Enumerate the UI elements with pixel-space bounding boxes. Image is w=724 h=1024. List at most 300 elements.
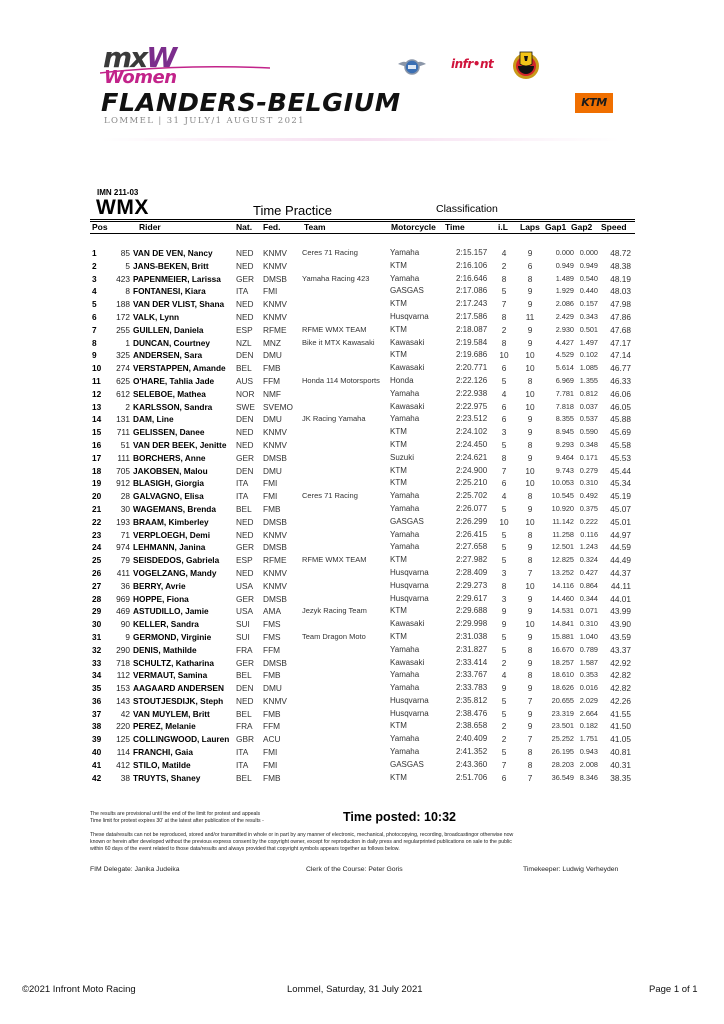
belgian-federation-logo-icon (512, 48, 540, 82)
cell-number: 85 (120, 248, 130, 258)
cell-speed: 41.50 (610, 721, 631, 732)
col-gap1: Gap1 (545, 222, 567, 232)
cell-laps: 10 (525, 350, 535, 361)
cell-il: 4 (501, 248, 507, 258)
cell-time: 2:40.409 (456, 734, 488, 744)
cell-laps: 9 (527, 248, 533, 258)
cell-gap2: 0.492 (579, 491, 598, 501)
cell-nat: NED (236, 529, 254, 540)
cell-time: 2:29.273 (456, 580, 488, 590)
cell-il: 5 (501, 695, 507, 706)
cell-laps: 8 (527, 375, 533, 386)
cell-gap1: 11.258 (552, 529, 574, 539)
cell-nat: ITA (236, 747, 249, 758)
cell-rider: VALK, Lynn (133, 311, 180, 322)
cell-gap2: 0.949 (579, 260, 598, 270)
cell-gap1: 12.501 (551, 542, 574, 552)
cell-nat: NED (236, 567, 254, 578)
cell-il: 5 (501, 439, 507, 450)
cell-speed: 43.99 (610, 606, 631, 617)
cell-speed: 44.59 (610, 542, 631, 553)
cell-number: 325 (116, 350, 130, 361)
cell-gap2: 0.000 (579, 248, 598, 257)
cell-gap2: 0.343 (579, 311, 598, 321)
cell-gap2: 0.182 (579, 721, 598, 731)
cell-il: 4 (501, 670, 507, 681)
cell-team: Ceres 71 Racing (302, 248, 358, 257)
cell-fed: DMSB (263, 593, 287, 604)
col-gap2: Gap2 (571, 222, 593, 232)
cell-fed: DMSB (263, 273, 287, 284)
cell-team: Jezyk Racing Team (302, 606, 367, 616)
cell-il: 4 (501, 491, 507, 502)
cell-speed: 45.69 (610, 427, 631, 438)
cell-rider: VAN DER BEEK, Jenitte (133, 439, 227, 450)
cell-number: 423 (116, 273, 130, 284)
provisional-notice (90, 811, 264, 824)
cell-gap2: 1.355 (579, 375, 598, 385)
cell-il: 2 (501, 657, 507, 668)
cell-pos: 32 (92, 644, 102, 655)
cell-number: 705 (116, 465, 130, 476)
cell-motorcycle: Yamaha (390, 491, 420, 501)
cell-team: Ceres 71 Racing (302, 491, 358, 501)
cell-time: 2:25.702 (456, 491, 488, 501)
session-title: Time Practice (253, 203, 332, 218)
cell-laps: 11 (525, 311, 535, 322)
cell-il: 5 (501, 529, 507, 540)
cell-laps: 9 (527, 542, 533, 553)
cell-speed: 40.31 (610, 759, 631, 770)
cell-fed: FMB (263, 670, 281, 681)
cell-time: 2:16.646 (456, 273, 488, 283)
cell-time: 2:22.126 (456, 375, 488, 385)
cell-speed: 46.05 (610, 401, 631, 412)
cell-motorcycle: Husqvarna (390, 580, 429, 590)
cell-laps: 9 (527, 708, 533, 719)
cell-fed: RFME (263, 555, 287, 566)
cell-motorcycle: Kawasaki (390, 337, 425, 347)
cell-number: 625 (116, 375, 130, 386)
cell-il: 3 (501, 567, 507, 578)
cell-fed: MNZ (263, 337, 281, 348)
cell-number: 220 (116, 721, 130, 732)
cell-nat: ITA (236, 759, 249, 770)
cell-time: 2:20.771 (456, 363, 488, 373)
cell-rider: O'HARE, Tahlia Jade (133, 375, 215, 386)
cell-nat: BEL (236, 772, 252, 783)
cell-number: 153 (116, 683, 130, 694)
cell-laps: 10 (525, 465, 535, 476)
table-row (0, 490, 724, 503)
table-row (0, 605, 724, 618)
cell-motorcycle: Yamaha (390, 747, 420, 757)
cell-fed: KNMV (263, 695, 287, 706)
cell-gap1: 10.920 (551, 503, 574, 513)
cell-speed: 47.86 (610, 311, 631, 322)
cell-gap1: 9.743 (555, 465, 574, 475)
class-code: WMX (96, 196, 149, 219)
cell-pos: 28 (92, 593, 102, 604)
cell-fed: KNMV (263, 260, 287, 271)
cell-nat: SWE (236, 401, 255, 412)
cell-number: 718 (116, 657, 130, 668)
cell-fed: SVEMO (263, 401, 293, 412)
cell-rider: KELLER, Sandra (133, 619, 199, 630)
cell-fed: DMSB (263, 452, 287, 463)
cell-speed: 43.90 (610, 619, 631, 630)
cell-fed: FFM (263, 375, 281, 386)
cell-speed: 41.05 (610, 734, 631, 745)
cell-laps: 10 (525, 478, 535, 489)
cell-fed: FMI (263, 478, 278, 489)
cell-laps: 10 (525, 619, 535, 630)
cell-nat: GER (236, 273, 254, 284)
cell-motorcycle: Honda (390, 375, 414, 385)
cell-laps: 9 (527, 427, 533, 438)
col-rider: Rider (139, 222, 161, 232)
cell-number: 412 (116, 759, 130, 770)
cell-il: 5 (501, 375, 507, 386)
cell-number: 28 (120, 491, 130, 502)
cell-motorcycle: Yamaha (390, 273, 420, 283)
cell-fed: DMU (263, 683, 282, 694)
table-row (0, 554, 724, 567)
cell-gap2: 1.497 (579, 337, 598, 347)
cell-speed: 45.19 (610, 491, 631, 502)
cell-laps: 7 (527, 567, 533, 578)
cell-time: 2:31.827 (456, 644, 488, 654)
cell-gap2: 0.590 (579, 427, 598, 437)
cell-gap1: 23.501 (551, 721, 574, 731)
cell-laps: 9 (527, 414, 533, 425)
cell-pos: 20 (92, 491, 102, 502)
fim-logo-icon (396, 55, 428, 79)
footer-page-number: Page 1 of 1 (649, 984, 698, 995)
cell-nat: DEN (236, 683, 254, 694)
cell-nat: NZL (236, 337, 252, 348)
cell-nat: DEN (236, 414, 254, 425)
cell-nat: USA (236, 580, 254, 591)
cell-rider: BLASIGH, Giorgia (133, 478, 204, 489)
cell-il: 6 (501, 363, 507, 374)
cell-rider: PAPENMEIER, Larissa (133, 273, 221, 284)
cell-motorcycle: KTM (390, 350, 407, 360)
table-row (0, 324, 724, 337)
cell-nat: GBR (236, 734, 254, 745)
copyright-notice (90, 832, 635, 854)
cell-number: 711 (116, 427, 130, 438)
cell-nat: AUS (236, 375, 254, 386)
cell-gap2: 1.243 (579, 542, 598, 552)
cell-nat: GER (236, 657, 254, 668)
cell-nat: NED (236, 695, 254, 706)
cell-fed: FMI (263, 286, 278, 297)
cell-number: 79 (120, 555, 130, 566)
cell-pos: 18 (92, 465, 102, 476)
cell-time: 2:33.414 (456, 657, 488, 667)
cell-il: 7 (501, 759, 507, 770)
cell-number: 42 (120, 708, 130, 719)
cell-motorcycle: Yamaha (390, 542, 420, 552)
cell-laps: 9 (527, 286, 533, 297)
cell-gap1: 36.549 (551, 772, 574, 782)
cell-rider: ANDERSEN, Sara (133, 350, 203, 361)
cell-time: 2:24.621 (456, 452, 488, 462)
cell-time: 2:22.975 (456, 401, 488, 411)
cell-fed: KNMV (263, 299, 287, 310)
cell-number: 9 (125, 631, 130, 642)
results-table (0, 247, 724, 784)
cell-il: 3 (501, 593, 507, 604)
cell-gap1: 9.293 (555, 439, 574, 449)
cell-laps: 8 (527, 644, 533, 655)
cell-pos: 39 (92, 734, 102, 745)
cell-rider: DUNCAN, Courtney (133, 337, 210, 348)
cell-gap2: 8.346 (579, 772, 598, 782)
ktm-logo-icon: KTM (575, 93, 613, 113)
cell-speed: 48.03 (610, 286, 631, 297)
cell-laps: 9 (527, 593, 533, 604)
cell-motorcycle: KTM (390, 439, 407, 449)
cell-il: 8 (501, 452, 507, 463)
table-row (0, 260, 724, 273)
timekeeper: Timekeeper: Ludwig Verheyden (523, 866, 619, 873)
cell-pos: 21 (92, 503, 102, 514)
table-row (0, 273, 724, 286)
mxw-logo-w: W (146, 41, 176, 74)
table-row (0, 593, 724, 606)
cell-pos: 41 (92, 759, 102, 770)
cell-fed: AMA (263, 606, 281, 617)
cell-time: 2:26.415 (456, 529, 488, 539)
cell-speed: 42.92 (610, 657, 631, 668)
table-row (0, 631, 724, 644)
cell-pos: 4 (92, 286, 97, 297)
cell-fed: KNMV (263, 311, 287, 322)
cell-nat: NED (236, 439, 254, 450)
cell-gap2: 0.157 (579, 299, 598, 309)
cell-number: 114 (116, 747, 130, 758)
cell-nat: USA (236, 606, 254, 617)
cell-pos: 27 (92, 580, 102, 591)
cell-pos: 24 (92, 542, 102, 553)
cell-laps: 10 (525, 388, 535, 399)
cell-rider: HOPPE, Fiona (133, 593, 189, 604)
cell-nat: FRA (236, 721, 253, 732)
cell-nat: ITA (236, 478, 249, 489)
cell-rider: SCHULTZ, Katharina (133, 657, 214, 668)
cell-rider: BRAAM, Kimberley (133, 516, 209, 527)
cell-gap1: 2.086 (555, 299, 574, 309)
table-row (0, 349, 724, 362)
time-posted: Time posted: 10:32 (343, 810, 457, 824)
cell-speed: 45.01 (610, 516, 631, 527)
cell-fed: KNMV (263, 529, 287, 540)
cell-time: 2:38.658 (456, 721, 488, 731)
cell-motorcycle: Kawasaki (390, 401, 425, 411)
cell-gap1: 10.053 (551, 478, 574, 488)
cell-speed: 45.44 (610, 465, 631, 476)
clerk-of-course: Clerk of the Course: Peter Goris (306, 866, 403, 873)
cell-time: 2:18.087 (456, 324, 488, 334)
cell-motorcycle: Yamaha (390, 644, 420, 654)
table-row (0, 746, 724, 759)
cell-motorcycle: KTM (390, 465, 407, 475)
cell-number: 469 (116, 606, 130, 617)
imn-code: IMN 211-03 (97, 188, 139, 197)
cell-fed: FFM (263, 721, 281, 732)
cell-speed: 47.14 (610, 350, 631, 361)
cell-motorcycle: Husqvarna (390, 695, 429, 705)
cell-rider: BERRY, Avrie (133, 580, 186, 591)
cell-time: 2:17.243 (456, 299, 488, 309)
col-speed: Speed (601, 222, 627, 232)
cell-number: 36 (120, 580, 130, 591)
cell-pos: 5 (92, 299, 97, 310)
cell-rider: STOUTJESDIJK, Steph (133, 695, 224, 706)
table-row (0, 759, 724, 772)
cell-speed: 46.77 (610, 363, 631, 374)
cell-rider: GELISSEN, Danee (133, 427, 205, 438)
cell-gap2: 0.537 (579, 414, 598, 424)
cell-nat: SUI (236, 631, 250, 642)
cell-gap1: 15.881 (551, 631, 574, 641)
cell-gap1: 11.142 (552, 516, 574, 526)
cell-number: 71 (120, 529, 130, 540)
cell-motorcycle: Yamaha (390, 414, 420, 424)
cell-team: Honda 114 Motorsports (302, 375, 380, 385)
cell-time: 2:26.077 (456, 503, 488, 513)
cell-pos: 31 (92, 631, 102, 642)
cell-nat: NOR (236, 388, 255, 399)
cell-time: 2:29.617 (456, 593, 488, 603)
cell-il: 5 (501, 631, 507, 642)
cell-fed: FFM (263, 644, 281, 655)
cell-fed: FMB (263, 503, 281, 514)
cell-number: 51 (120, 439, 130, 450)
table-row (0, 401, 724, 414)
cell-il: 5 (501, 747, 507, 758)
cell-time: 2:33.767 (456, 670, 488, 680)
cell-speed: 40.81 (610, 747, 631, 758)
cell-gap1: 1.489 (555, 273, 574, 283)
cell-number: 193 (116, 516, 130, 527)
table-row (0, 695, 724, 708)
cell-laps: 8 (527, 439, 533, 450)
cell-laps: 8 (527, 747, 533, 758)
cell-il: 5 (501, 503, 507, 514)
cell-gap1: 0.949 (555, 260, 574, 270)
cell-motorcycle: KTM (390, 631, 407, 641)
cell-speed: 48.72 (610, 248, 631, 258)
cell-gap2: 1.085 (579, 363, 598, 373)
cell-gap2: 0.348 (579, 439, 598, 449)
cell-speed: 42.82 (610, 670, 631, 681)
cell-il: 10 (499, 516, 509, 527)
cell-il: 5 (501, 542, 507, 553)
cell-pos: 16 (92, 439, 102, 450)
cell-number: 125 (116, 734, 130, 745)
cell-laps: 9 (527, 324, 533, 335)
cell-time: 2:29.998 (456, 619, 488, 629)
cell-rider: COLLINGWOOD, Lauren (133, 734, 230, 745)
cell-laps: 9 (527, 606, 533, 617)
cell-motorcycle: KTM (390, 427, 407, 437)
cell-rider: VAN DER VLIST, Shana (133, 299, 225, 310)
cell-number: 912 (116, 478, 130, 489)
cell-laps: 7 (527, 734, 533, 745)
cell-gap1: 4.529 (555, 350, 574, 360)
cell-gap1: 7.818 (555, 401, 574, 411)
cell-nat: BEL (236, 670, 252, 681)
cell-pos: 40 (92, 747, 102, 758)
table-row (0, 285, 724, 298)
cell-pos: 37 (92, 708, 102, 719)
cell-team: Bike it MTX Kawasaki (302, 337, 375, 347)
cell-gap2: 0.864 (579, 580, 598, 590)
cell-laps: 8 (527, 555, 533, 566)
cell-nat: NED (236, 311, 254, 322)
cell-team: JK Racing Yamaha (302, 414, 366, 424)
cell-time: 2:38.476 (456, 708, 488, 718)
cell-time: 2:27.658 (456, 542, 488, 552)
cell-number: 8 (125, 286, 130, 297)
cell-gap1: 10.545 (551, 491, 574, 501)
cell-laps: 8 (527, 759, 533, 770)
cell-motorcycle: Husqvarna (390, 311, 429, 321)
col-motorcycle: Motorcycle (391, 222, 436, 232)
cell-gap2: 0.427 (579, 567, 598, 577)
cell-fed: DMSB (263, 657, 287, 668)
event-title: FLANDERS-BELGIUM (101, 88, 401, 117)
cell-gap2: 0.375 (579, 503, 598, 513)
col-il: i.L (498, 222, 508, 232)
cell-rider: JANS-BEKEN, Britt (133, 260, 209, 271)
cell-gap1: 20.655 (551, 695, 574, 705)
cell-nat: ESP (236, 324, 253, 335)
cell-il: 3 (501, 427, 507, 438)
cell-il: 5 (501, 286, 507, 297)
cell-gap2: 0.310 (579, 478, 598, 488)
cell-rider: VERMAUT, Samina (133, 670, 208, 681)
cell-team: Yamaha Racing 423 (302, 273, 370, 283)
cell-motorcycle: Kawasaki (390, 619, 425, 629)
cell-time: 2:24.102 (456, 427, 488, 437)
table-row (0, 362, 724, 375)
cell-il: 2 (501, 324, 507, 335)
cell-il: 9 (501, 619, 507, 630)
cell-gap1: 26.195 (551, 747, 574, 757)
cell-speed: 44.97 (610, 529, 631, 540)
cell-motorcycle: Kawasaki (390, 363, 425, 373)
cell-pos: 42 (92, 772, 102, 783)
cell-rider: SELEBOE, Mathea (133, 388, 206, 399)
cell-number: 5 (125, 260, 130, 271)
cell-il: 8 (501, 337, 507, 348)
cell-number: 274 (116, 363, 130, 374)
cell-number: 2 (125, 401, 130, 412)
cell-motorcycle: Yamaha (390, 248, 420, 257)
infront-logo-icon: infr•nt (451, 57, 494, 71)
cell-speed: 44.11 (610, 580, 631, 591)
cell-gap2: 0.116 (580, 529, 598, 539)
cell-laps: 7 (527, 695, 533, 706)
cell-gap2: 0.324 (579, 555, 598, 565)
table-row (0, 426, 724, 439)
cell-speed: 46.33 (610, 375, 631, 386)
col-pos: Pos (92, 222, 108, 232)
